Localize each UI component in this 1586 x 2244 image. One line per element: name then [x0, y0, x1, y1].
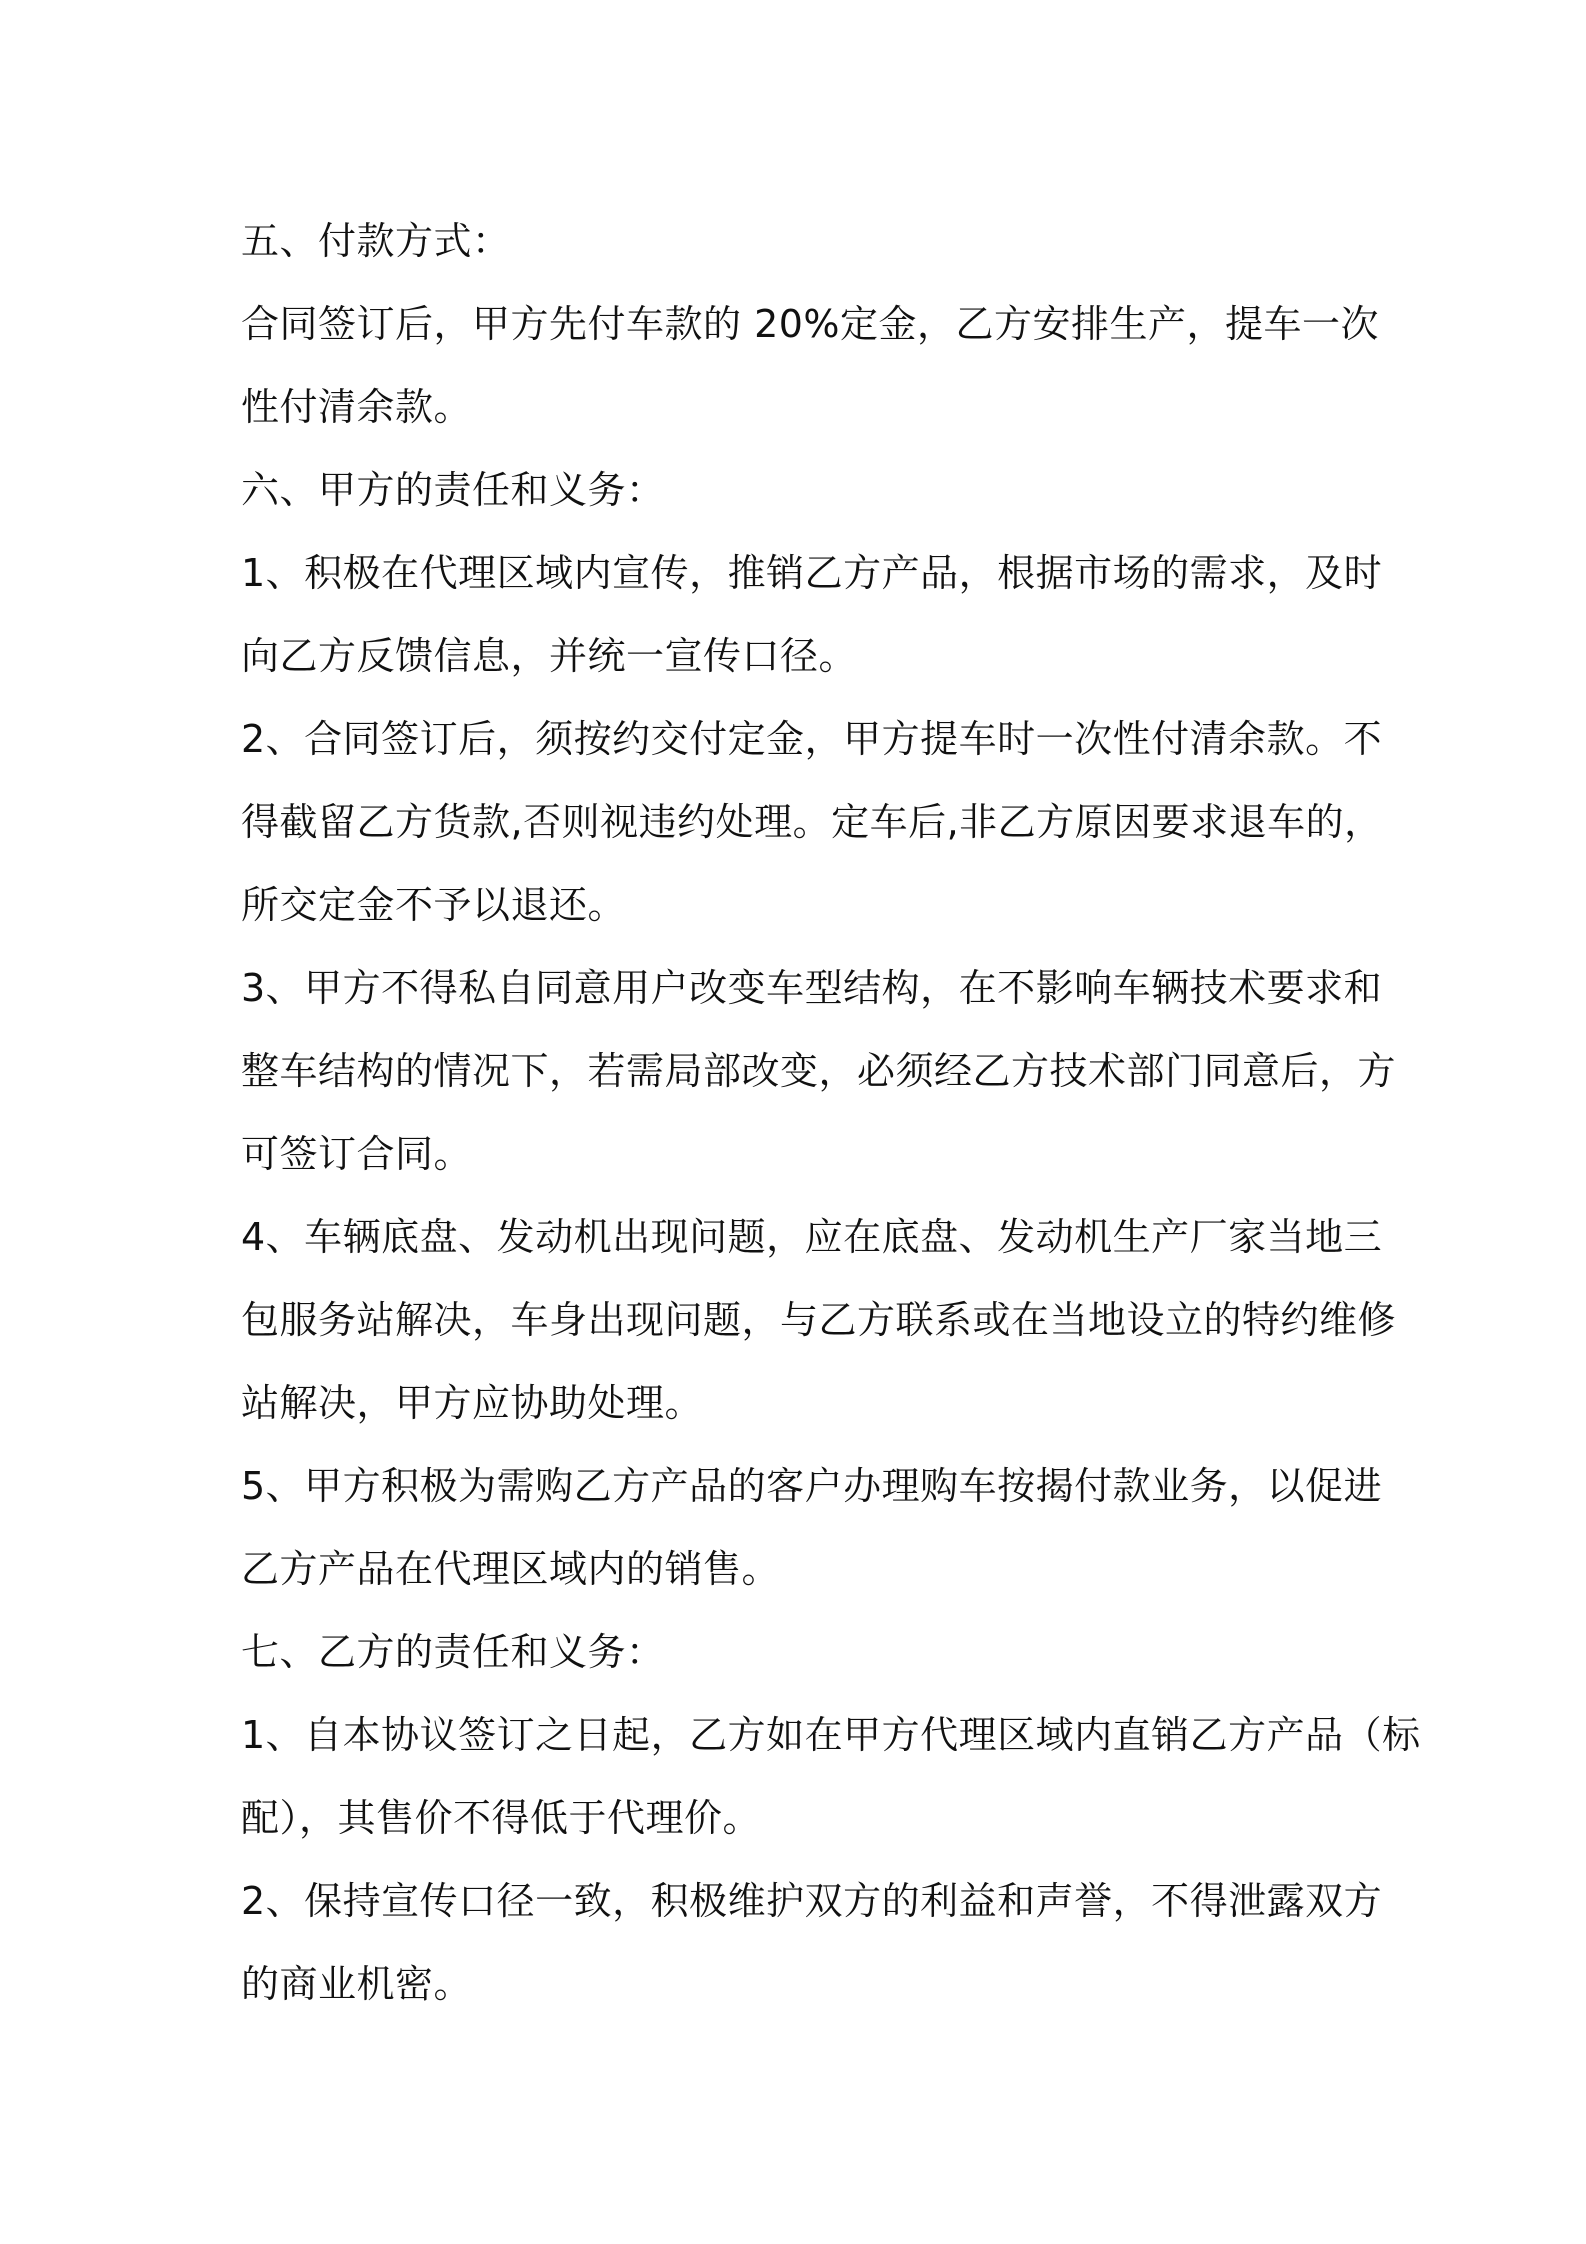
text-line: 的商业机密。 [241, 1962, 473, 2006]
text-line: 得截留乙方货款,否则视违约处理。定车后,非乙方原因要求退车的， [241, 800, 1383, 844]
text-line: 所交定金不予以退还。 [241, 883, 627, 927]
text-line: 2、保持宣传口径一致，积极维护双方的利益和声誉，不得泄露双方 [241, 1879, 1383, 1923]
text-line: 站解决，甲方应协助处理。 [241, 1381, 704, 1425]
text-line: 4、车辆底盘、发动机出现问题，应在底盘、发动机生产厂家当地三 [241, 1215, 1383, 1259]
text-line: 可签订合同。 [241, 1132, 473, 1176]
text-line: 性付清余款。 [241, 385, 473, 429]
section-heading-party-b-duties: 七、乙方的责任和义务： [241, 1630, 665, 1674]
section-heading-party-a-duties: 六、甲方的责任和义务： [241, 468, 665, 512]
text-line: 1、自本协议签订之日起，乙方如在甲方代理区域内直销乙方产品（标 [241, 1713, 1421, 1757]
text-line: 整车结构的情况下，若需局部改变，必须经乙方技术部门同意后，方 [241, 1049, 1397, 1093]
document-page [241, 200, 1421, 2026]
text-line: 包服务站解决，车身出现问题，与乙方联系或在当地设立的特约维修 [241, 1298, 1397, 1342]
text-line: 5、甲方积极为需购乙方产品的客户办理购车按揭付款业务，以促进 [241, 1464, 1383, 1508]
text-line: 2、合同签订后，须按约交付定金，甲方提车时一次性付清余款。不 [241, 717, 1383, 761]
text-line: 乙方产品在代理区域内的销售。 [241, 1547, 781, 1591]
section-heading-payment: 五、付款方式： [241, 219, 511, 263]
text-line: 3、甲方不得私自同意用户改变车型结构，在不影响车辆技术要求和 [241, 966, 1383, 1010]
text-line: 向乙方反馈信息，并统一宣传口径。 [241, 634, 858, 678]
text-line: 合同签订后，甲方先付车款的 20%定金，乙方安排生产，提车一次 [241, 302, 1380, 346]
text-line: 配），其售价不得低于代理价。 [241, 1796, 762, 1840]
text-line: 1、积极在代理区域内宣传，推销乙方产品，根据市场的需求，及时 [241, 551, 1383, 595]
